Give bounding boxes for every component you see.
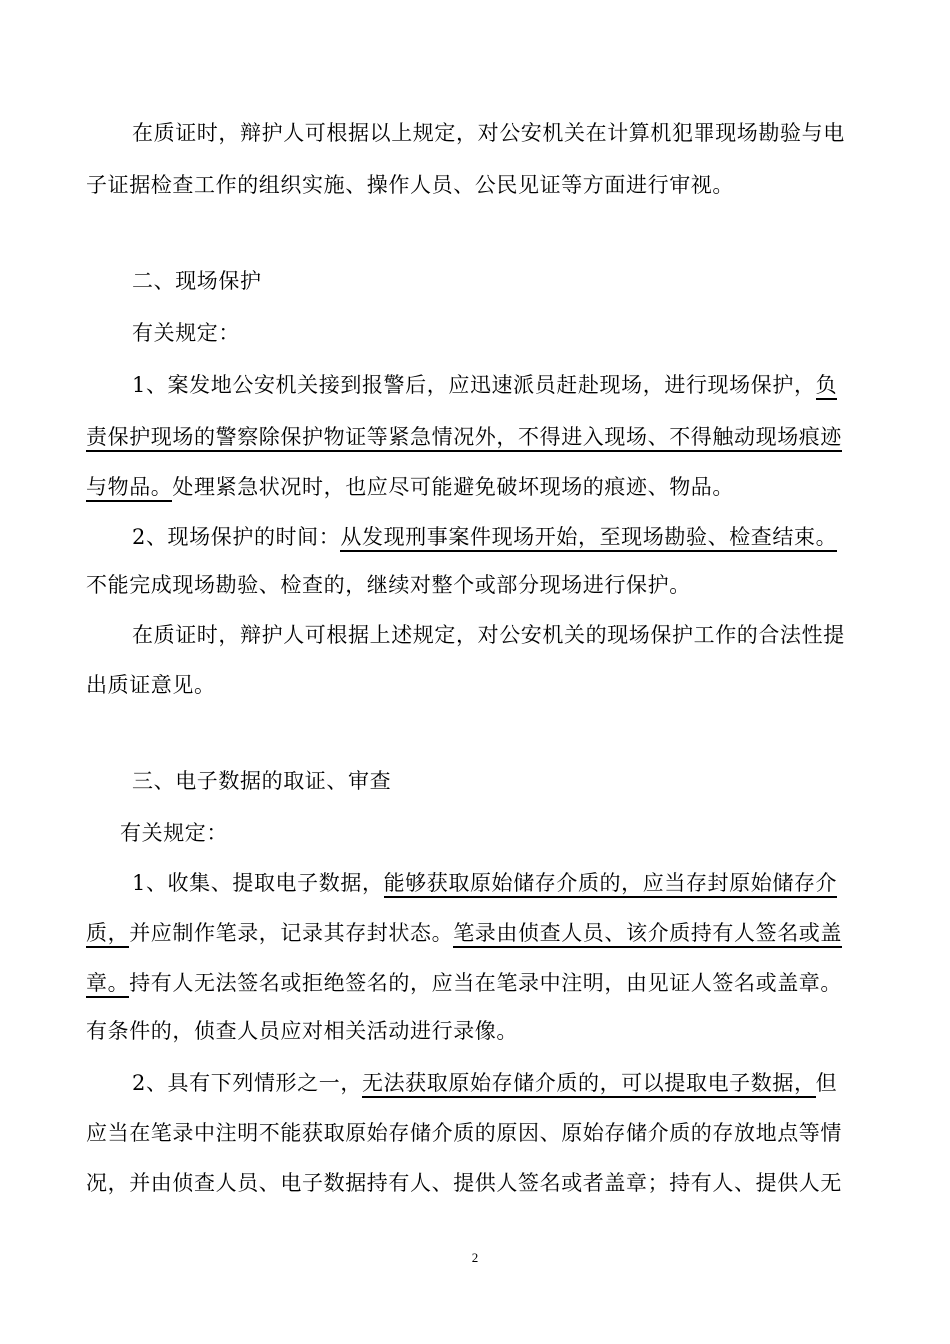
subheading: 有关规定： bbox=[120, 821, 228, 845]
paragraph-line bbox=[132, 868, 837, 898]
underlined-text: 章。 bbox=[86, 971, 129, 998]
underlined-text: 无法获取原始存储介质的，可以提取电子数据， bbox=[362, 1071, 816, 1098]
paragraph-line bbox=[86, 472, 734, 502]
underlined-text: 笔录由侦查人员、该介质持有人签名或盖 bbox=[453, 921, 842, 948]
underlined-text: 与物品。 bbox=[86, 475, 172, 502]
paragraph-line: 在质证时，辩护人可根据以上规定，对公安机关在计算机犯罪现场勘验与电 bbox=[132, 121, 845, 145]
underlined-text: 能够获取原始储存介质的，应当存封原始储存介 bbox=[384, 871, 838, 898]
paragraph-line: 不能完成现场勘验、检查的，继续对整个或部分现场进行保护。 bbox=[86, 573, 691, 597]
page-number: 2 bbox=[471, 1250, 479, 1265]
text-run: 并应制作笔录，记录其存封状态。 bbox=[129, 921, 454, 945]
text-run: 2、具有下列情形之一， bbox=[132, 1071, 362, 1095]
paragraph-line: 子证据检查工作的组织实施、操作人员、公民见证等方面进行审视。 bbox=[86, 173, 734, 197]
paragraph-line bbox=[132, 1068, 837, 1098]
paragraph-line: 有条件的，侦查人员应对相关活动进行录像。 bbox=[86, 1019, 518, 1043]
text-run: 1、案发地公安机关接到报警后，应迅速派员赶赴现场，进行现场保护， bbox=[132, 373, 816, 397]
paragraph-line bbox=[86, 968, 842, 998]
text-run: 处理紧急状况时，也应尽可能避免破坏现场的痕迹、物品。 bbox=[172, 475, 735, 499]
subheading: 有关规定： bbox=[132, 321, 240, 345]
section-heading: 二、现场保护 bbox=[132, 269, 262, 293]
paragraph-line: 应当在笔录中注明不能获取原始存储介质的原因、原始存储介质的存放地点等情 bbox=[86, 1121, 842, 1145]
underlined-text: 责保护现场的警察除保护物证等紧急情况外，不得进入现场、不得触动现场痕迹 bbox=[86, 425, 842, 452]
text-run: 持有人无法签名或拒绝签名的，应当在笔录中注明，由见证人签名或盖章。 bbox=[129, 971, 842, 995]
paragraph-line: 出质证意见。 bbox=[86, 673, 216, 697]
text-run: 2、现场保护的时间： bbox=[132, 525, 341, 549]
paragraph-line: 况，并由侦查人员、电子数据持有人、提供人签名或者盖章；持有人、提供人无 bbox=[86, 1171, 842, 1195]
underlined-text: 负 bbox=[816, 373, 838, 400]
paragraph-line bbox=[86, 918, 842, 948]
section-heading: 三、电子数据的取证、审查 bbox=[132, 769, 392, 793]
text-run: 但 bbox=[815, 1071, 838, 1095]
text-run: 1、收集、提取电子数据， bbox=[132, 871, 384, 895]
paragraph-line bbox=[132, 370, 837, 400]
paragraph-line bbox=[86, 422, 842, 452]
paragraph-line: 在质证时，辩护人可根据上述规定，对公安机关的现场保护工作的合法性提 bbox=[132, 623, 845, 647]
underlined-text: 从发现刑事案件现场开始，至现场勘验、检查结束。 bbox=[340, 525, 837, 552]
underlined-text: 质， bbox=[86, 921, 129, 948]
paragraph-line bbox=[132, 522, 837, 552]
